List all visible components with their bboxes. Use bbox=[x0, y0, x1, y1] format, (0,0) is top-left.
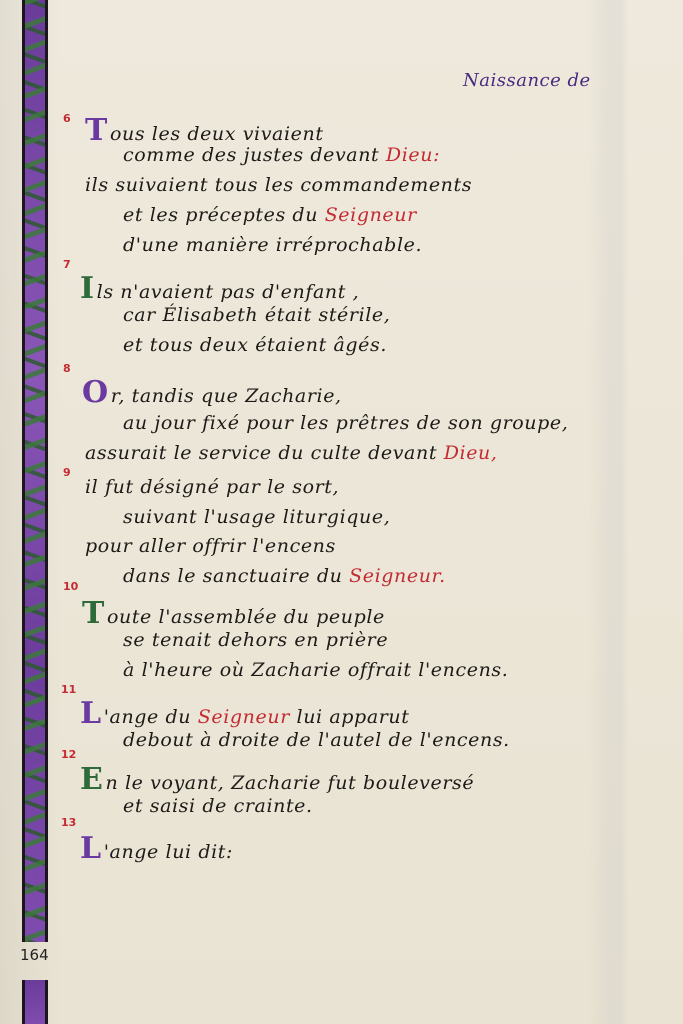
verse-text: 'ange lui dit: bbox=[103, 841, 234, 863]
verse-line bbox=[123, 412, 568, 434]
verse-line bbox=[123, 659, 508, 681]
verse-line bbox=[123, 506, 390, 528]
verse-line bbox=[123, 204, 417, 226]
verse-line bbox=[82, 375, 342, 410]
rubric-word: Seigneur bbox=[324, 204, 417, 226]
verse-line bbox=[85, 113, 324, 148]
verse-text: se tenait dehors en prière bbox=[123, 629, 389, 651]
verse-line bbox=[123, 629, 388, 651]
drop-initial: T bbox=[82, 596, 105, 631]
drop-initial: O bbox=[82, 375, 109, 410]
verse-number: 13 bbox=[61, 816, 77, 829]
verse-text: r, tandis que Zacharie, bbox=[110, 385, 342, 407]
drop-initial: E bbox=[80, 762, 104, 797]
verse-line bbox=[123, 144, 440, 166]
verse-number: 12 bbox=[61, 748, 77, 761]
verse-text: dans le sanctuaire du bbox=[123, 565, 350, 587]
rubric-word: Seigneur bbox=[197, 706, 290, 728]
verse-line bbox=[80, 762, 475, 797]
verse-line bbox=[123, 304, 390, 326]
verse-text: lui apparut bbox=[289, 706, 410, 728]
verse-text: oute l'assemblée du peuple bbox=[106, 606, 385, 628]
verse-text: debout à droite de l'autel de l'encens. bbox=[123, 729, 510, 751]
verse-line bbox=[82, 596, 385, 631]
verse-number: 9 bbox=[63, 466, 71, 479]
verse-text: et les préceptes du bbox=[123, 204, 325, 226]
verse-number: 11 bbox=[61, 683, 77, 696]
verse-text: n le voyant, Zacharie fut bouleversé bbox=[105, 772, 475, 794]
rubric-word: Seigneur. bbox=[349, 565, 446, 587]
verse-line bbox=[85, 535, 336, 557]
verse-line bbox=[85, 476, 339, 498]
drop-initial: L bbox=[80, 696, 102, 731]
verse-number: 8 bbox=[63, 362, 71, 375]
verse-line bbox=[123, 795, 313, 817]
verse-number: 10 bbox=[63, 580, 79, 593]
drop-initial: T bbox=[85, 113, 108, 148]
verse-text: d'une manière irréprochable. bbox=[123, 234, 423, 256]
verse-line bbox=[123, 729, 510, 751]
verse-text: assurait le service du culte devant bbox=[85, 442, 444, 464]
running-title: Naissance de bbox=[463, 70, 591, 91]
verse-line bbox=[123, 334, 387, 356]
verse-line bbox=[80, 831, 234, 866]
verse-number: 6 bbox=[63, 112, 71, 125]
verse-text: ils suivaient tous les commandements bbox=[85, 174, 473, 196]
verse-text: au jour fixé pour les prêtres de son groupe, bbox=[123, 412, 569, 434]
verse-text: suivant l'usage liturgique, bbox=[123, 506, 391, 528]
verse-text: ls n'avaient pas d'enfant , bbox=[96, 281, 360, 303]
verse-text: comme des justes devant bbox=[123, 144, 386, 166]
verse-line bbox=[85, 174, 472, 196]
page-number: 164 bbox=[20, 946, 49, 964]
verse-text: et saisi de crainte. bbox=[123, 795, 313, 817]
verse-text: il fut désigné par le sort, bbox=[85, 476, 340, 498]
verse-line bbox=[80, 271, 360, 306]
rubric-word: Dieu: bbox=[385, 144, 441, 166]
verse-text: 'ange du bbox=[103, 706, 198, 728]
rubric-word: Dieu, bbox=[443, 442, 498, 464]
verse-line bbox=[123, 234, 422, 256]
verse-line bbox=[80, 696, 410, 731]
verse-line bbox=[85, 442, 498, 464]
verse-text: et tous deux étaient âgés. bbox=[123, 334, 387, 356]
verse-text: ous les deux vivaient bbox=[109, 123, 324, 145]
drop-initial: L bbox=[80, 831, 102, 866]
verse-line bbox=[123, 565, 446, 587]
verse-text: car Élisabeth était stérile, bbox=[123, 304, 391, 326]
verse-number: 7 bbox=[63, 258, 71, 271]
drop-initial: I bbox=[80, 271, 95, 306]
verse-text: à l'heure où Zacharie offrait l'encens. bbox=[123, 659, 509, 681]
verse-text: pour aller offrir l'encens bbox=[85, 535, 336, 557]
